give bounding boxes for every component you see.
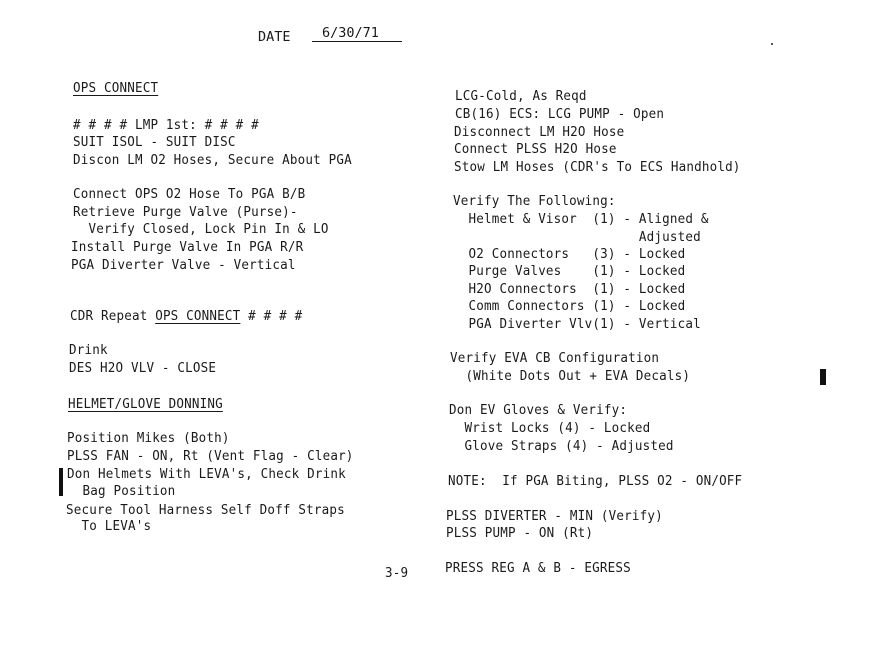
right-line: Disconnect LM H2O Hose <box>454 124 625 140</box>
left-line: Don Helmets With LEVA's, Check Drink <box>67 466 346 482</box>
left-line: Bag Position <box>67 483 176 499</box>
left-line: To LEVA's <box>66 518 152 534</box>
right-line: Stow LM Hoses (CDR's To ECS Handhold) <box>454 159 741 175</box>
right-line: CB(16) ECS: LCG PUMP - Open <box>455 106 665 122</box>
right-line: H2O Connectors (1) - Locked <box>453 281 686 297</box>
date-value: 6/30/71 <box>312 25 402 42</box>
left-line: Position Mikes (Both) <box>67 430 230 446</box>
left-line: Install Purge Valve In PGA R/R <box>71 239 304 255</box>
page-number: 3-9 <box>385 565 409 581</box>
ops-connect-heading: OPS CONNECT <box>73 80 159 96</box>
left-line: Discon LM O2 Hoses, Secure About PGA <box>73 152 352 168</box>
left-line: Connect OPS O2 Hose To PGA B/B <box>73 186 306 202</box>
right-line: PLSS DIVERTER - MIN (Verify) <box>446 508 663 524</box>
change-bar <box>820 369 826 385</box>
right-line: Glove Straps (4) - Adjusted <box>449 438 674 454</box>
final-step-line: PRESS REG A & B - EGRESS <box>445 560 631 576</box>
helmet-glove-heading: HELMET/GLOVE DONNING <box>68 396 223 412</box>
right-line: Purge Valves (1) - Locked <box>453 263 686 279</box>
left-line: PLSS FAN - ON, Rt (Vent Flag - Clear) <box>67 448 354 464</box>
right-line: Verify EVA CB Configuration <box>450 350 660 366</box>
cdr-ops-connect: OPS CONNECT <box>155 308 241 324</box>
right-line: Wrist Locks (4) - Locked <box>449 420 651 436</box>
left-line: SUIT ISOL - SUIT DISC <box>73 134 236 150</box>
right-line: (White Dots Out + EVA Decals) <box>450 368 691 384</box>
change-bar <box>59 468 63 496</box>
right-line: Helmet & Visor (1) - Aligned & <box>453 211 709 227</box>
right-line: Connect PLSS H2O Hose <box>454 141 617 157</box>
date-label: DATE <box>258 29 291 45</box>
right-line: Adjusted <box>453 229 701 245</box>
right-line: LCG-Cold, As Reqd <box>455 88 587 104</box>
right-line: PGA Diverter Vlv(1) - Vertical <box>453 316 701 332</box>
left-line: Verify Closed, Lock Pin In & LO <box>73 221 329 237</box>
left-line: PGA Diverter Valve - Vertical <box>71 257 296 273</box>
note-line: NOTE: If PGA Biting, PLSS O2 - ON/OFF <box>448 473 743 489</box>
left-line: # # # # LMP 1st: # # # # <box>73 117 259 133</box>
right-line: PLSS PUMP - ON (Rt) <box>446 525 594 541</box>
right-line: Verify The Following: <box>453 193 616 209</box>
right-line: O2 Connectors (3) - Locked <box>453 246 686 262</box>
right-line: Don EV Gloves & Verify: <box>449 402 628 418</box>
right-line: Comm Connectors (1) - Locked <box>453 298 686 314</box>
cdr-repeat-prefix: CDR Repeat <box>70 308 156 324</box>
cdr-repeat-line <box>70 308 302 325</box>
left-line: Drink <box>69 342 108 358</box>
cdr-repeat-suffix: # # # # <box>240 308 303 324</box>
speck-mark <box>771 43 773 45</box>
left-line: Retrieve Purge Valve (Purse)- <box>73 204 298 220</box>
left-line: Secure Tool Harness Self Doff Straps <box>66 502 345 518</box>
left-line: DES H2O VLV - CLOSE <box>69 360 217 376</box>
